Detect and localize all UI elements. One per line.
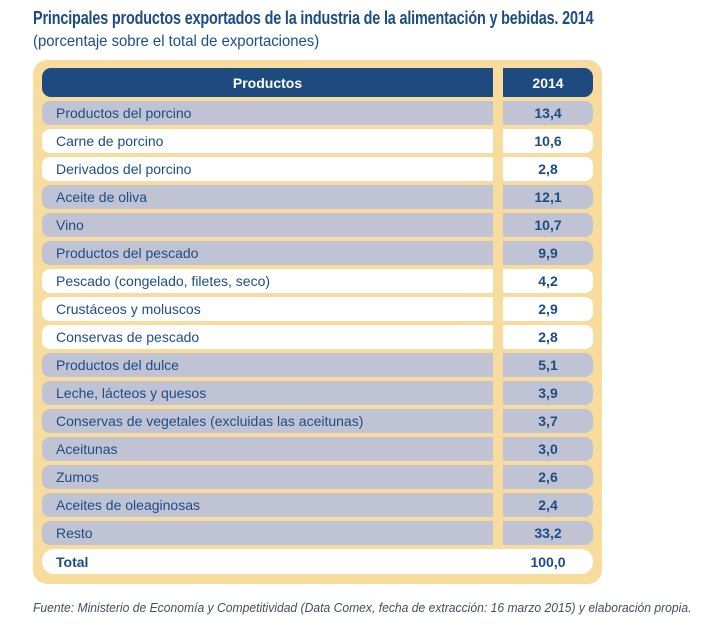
table-row bbox=[42, 213, 593, 237]
value-2014: 3,9 bbox=[503, 381, 593, 405]
table-row bbox=[42, 269, 593, 293]
table-row bbox=[42, 381, 593, 405]
table-row bbox=[42, 353, 593, 377]
value-2014: 9,9 bbox=[503, 241, 593, 265]
product-label: Productos del pescado bbox=[42, 241, 493, 265]
table-row bbox=[42, 465, 593, 489]
value-2014: 5,1 bbox=[503, 353, 593, 377]
table-row bbox=[42, 157, 593, 181]
value-2014: 2,9 bbox=[503, 297, 593, 321]
product-label: Derivados del porcino bbox=[42, 157, 493, 181]
value-2014: 2,4 bbox=[503, 493, 593, 517]
column-header-2014: 2014 bbox=[503, 68, 593, 97]
product-label: Productos del porcino bbox=[42, 101, 493, 125]
total-value: 100,0 bbox=[530, 553, 566, 570]
product-label: Zumos bbox=[42, 465, 493, 489]
table-row bbox=[42, 297, 593, 321]
table-row bbox=[42, 521, 593, 545]
source-note: Fuente: Ministerio de Economía y Competitividad (Data Comex, fecha de extracción: 16 marzo 2015) y elaboración propia. bbox=[33, 601, 692, 615]
export-products-table bbox=[33, 60, 602, 584]
value-2014: 2,8 bbox=[503, 325, 593, 349]
product-label: Pescado (congelado, filetes, seco) bbox=[42, 269, 493, 293]
product-label: Crustáceos y moluscos bbox=[42, 297, 493, 321]
product-label: Conservas de vegetales (excluidas las aceitunas) bbox=[42, 409, 493, 433]
value-2014: 3,0 bbox=[503, 437, 593, 461]
product-label: Aceites de oleaginosas bbox=[42, 493, 493, 517]
table-row bbox=[42, 493, 593, 517]
product-label: Resto bbox=[42, 521, 493, 545]
table-row bbox=[42, 437, 593, 461]
product-label: Aceitunas bbox=[42, 437, 493, 461]
table-row bbox=[42, 185, 593, 209]
table-row bbox=[42, 129, 593, 153]
value-2014: 12,1 bbox=[503, 185, 593, 209]
product-label: Carne de porcino bbox=[42, 129, 493, 153]
value-2014: 10,7 bbox=[503, 213, 593, 237]
value-2014: 2,6 bbox=[503, 465, 593, 489]
table-row bbox=[42, 101, 593, 125]
value-2014: 33,2 bbox=[503, 521, 593, 545]
page-title: Principales productos exportados de la industria de la alimentación y bebidas. 2014 bbox=[33, 8, 594, 28]
table-row bbox=[42, 409, 593, 433]
product-label: Aceite de oliva bbox=[42, 185, 493, 209]
product-label: Productos del dulce bbox=[42, 353, 493, 377]
value-2014: 10,6 bbox=[503, 129, 593, 153]
table-total-row bbox=[42, 549, 593, 574]
value-2014: 4,2 bbox=[503, 269, 593, 293]
page-subtitle: (porcentaje sobre el total de exportaciones) bbox=[33, 33, 320, 50]
value-2014: 13,4 bbox=[503, 101, 593, 125]
total-label: Total bbox=[56, 553, 89, 570]
value-2014: 3,7 bbox=[503, 409, 593, 433]
product-label: Leche, lácteos y quesos bbox=[42, 381, 493, 405]
table-row bbox=[42, 241, 593, 265]
product-label: Conservas de pescado bbox=[42, 325, 493, 349]
value-2014: 2,8 bbox=[503, 157, 593, 181]
product-label: Vino bbox=[42, 213, 493, 237]
table-row bbox=[42, 325, 593, 349]
table-header-row bbox=[42, 68, 593, 97]
column-header-productos: Productos bbox=[42, 68, 493, 97]
